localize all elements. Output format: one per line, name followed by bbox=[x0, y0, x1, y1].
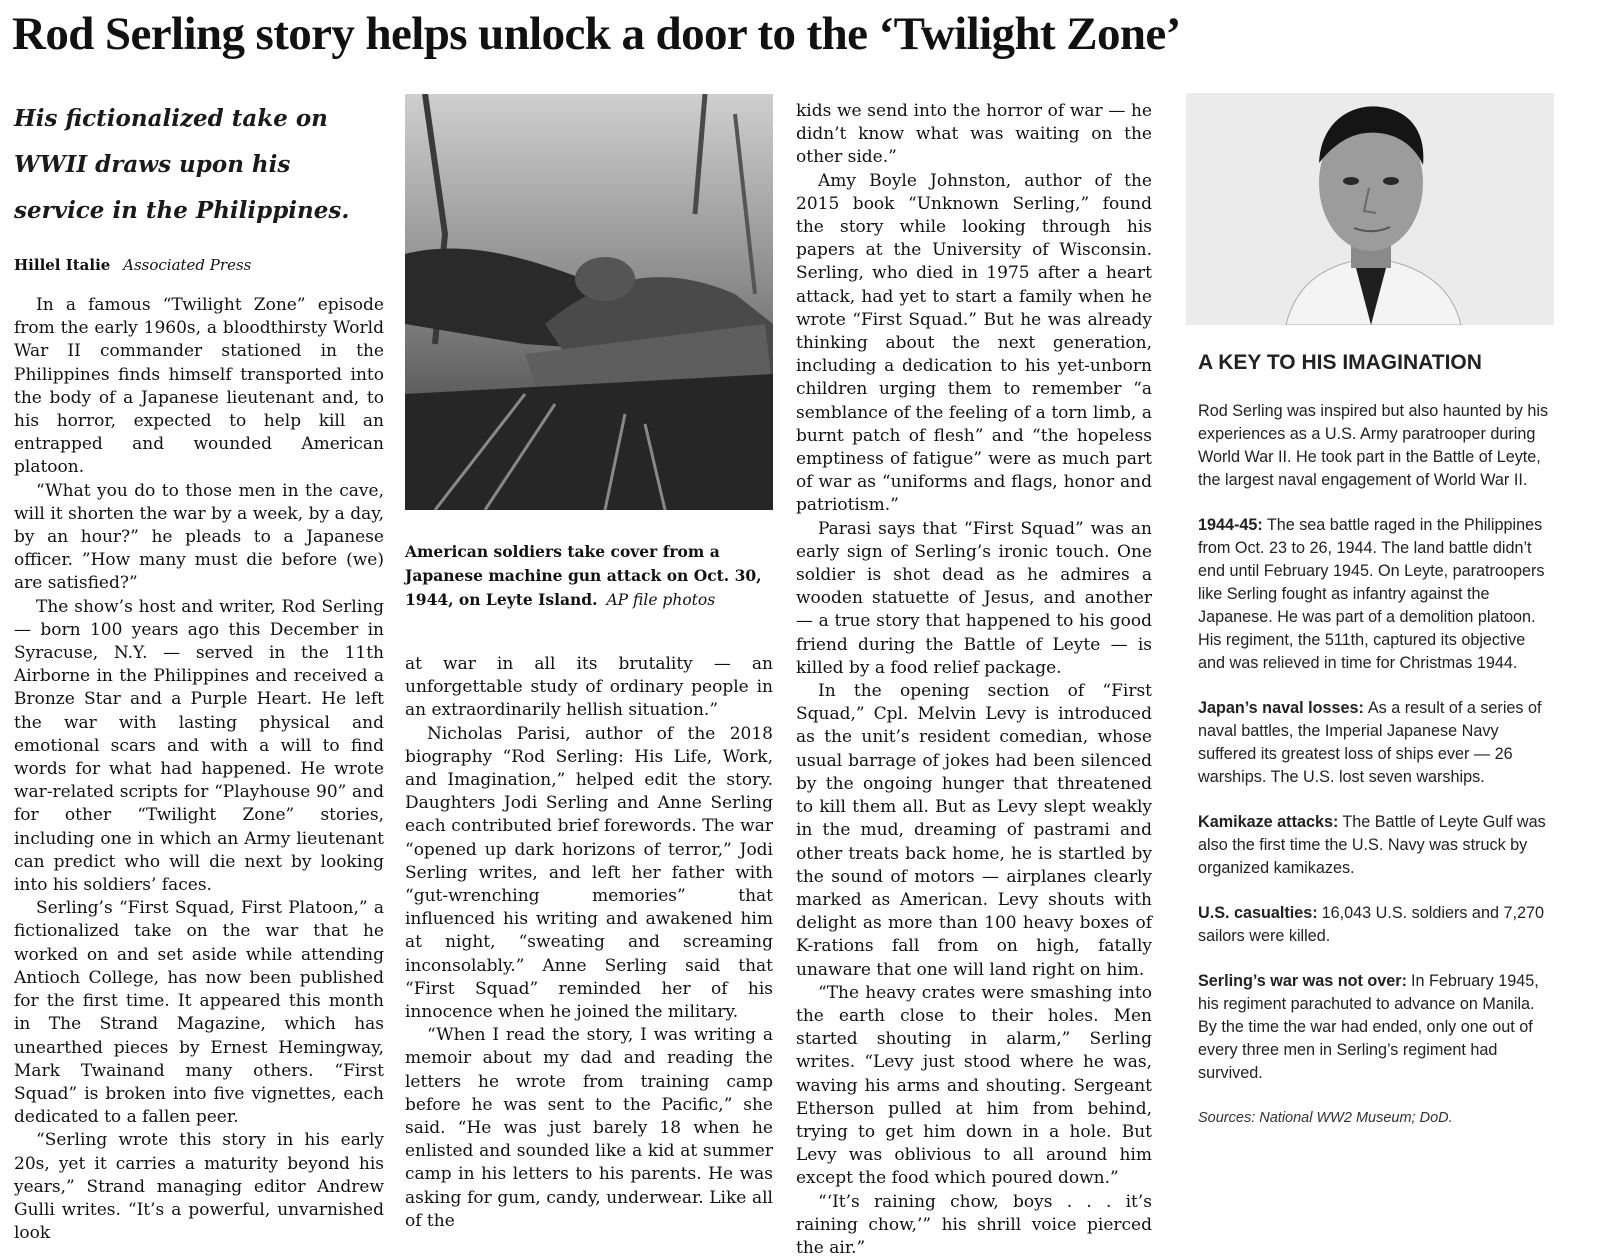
paragraph-continued: at war in all its brutality — an unforgettable study of ordinary people in an extraordinarily hellish situation.” bbox=[405, 654, 773, 721]
story-body-col1 bbox=[14, 294, 384, 1245]
sidebar-fact bbox=[1198, 902, 1553, 948]
deck: His fictionalized take on WWII draws upon his service in the Philippines. bbox=[14, 105, 350, 224]
fact-text: The Battle of Leyte Gulf was also the first time the U.S. Navy was struck by organized kamikazes. bbox=[1198, 813, 1546, 877]
paragraph: “What you do to those men in the cave, will it shorten the war by a week, by a day, by an hour?” he pleads to a Japanese officer. ”How many must die before (we) are satisfied?” bbox=[14, 480, 384, 594]
soldiers-photo-caption bbox=[405, 540, 773, 612]
fact-text: 16,043 U.S. soldiers and 7,270 sailors were killed. bbox=[1198, 904, 1544, 945]
paragraph: In a famous “Twilight Zone” episode from the early 1960s, a bloodthirsty World War II commander stationed in the Philippines finds himself transported into the body of a Japanese lieutenant and, to his horror, expected to help kill an entrapped and wounded American platoon. bbox=[14, 295, 384, 478]
paragraph: Serling’s “First Squad, First Platoon,” a fictionalized take on the war that he worked on and set aside while attending Antioch College, has now been published for the first time. It appeared this month in The Strand Magazine, which has unearthed pieces by Ernest Hemingway, Mark Twainand many others. “First Squad” is broken into five vignettes, each dedicated to a fallen peer. bbox=[14, 898, 384, 1128]
byline-organization: Associated Press bbox=[123, 256, 252, 274]
paragraph: The show’s host and writer, Rod Serling — born 100 years ago this December in Syracuse, N.Y. — served in the 11th Airborne in the Philippines and received a Bronze Star and a Purple Heart. He left the war with lasting physical and emotional scars and with a will to find words for what had happened. He wrote war-related scripts for “Playhouse 90” and for other “Twilight Zone” stories, including one in which an Army lieutenant can predict who will die next by looking into his soldiers’ faces. bbox=[14, 596, 384, 896]
fact-label: Kamikaze attacks: bbox=[1198, 813, 1339, 831]
serling-portrait bbox=[1186, 93, 1554, 325]
sidebar-factbox bbox=[1198, 348, 1553, 1129]
sidebar-intro: Rod Serling was inspired but also haunted by his experiences as a U.S. Army paratrooper during World War II. He took part in the Battle of Leyte, the largest naval engagement of World War II. bbox=[1198, 402, 1549, 489]
story-column-1 bbox=[14, 96, 384, 1245]
paragraph: “Serling wrote this story in his early 20s, yet it carries a maturity beyond his years,” Strand managing editor Andrew Gulli writes. “It’s a powerful, unvarnished look bbox=[14, 1130, 384, 1244]
fact-label: Japan’s naval losses: bbox=[1198, 699, 1364, 717]
paragraph: “‘It’s raining chow, boys . . . it’s raining chow,’” his shrill voice pierced the air.” bbox=[796, 1191, 1152, 1258]
fact-label: Serling’s war was not over: bbox=[1198, 972, 1407, 990]
paragraph-continued: kids we send into the horror of war — he didn’t know what was waiting on the other side.” bbox=[796, 101, 1152, 168]
story-column-2 bbox=[405, 653, 773, 1233]
fact-label: U.S. casualties: bbox=[1198, 904, 1318, 922]
paragraph: In the opening section of “First Squad,” Cpl. Melvin Levy is introduced as the unit’s resident comedian, whose usual barrage of jokes had been silenced by the ongoing hunger that threatened to kill them all. But as Levy slept weakly in the mud, dreaming of pastrami and other treats back home, he is startled by the sound of motors — airplanes clearly marked as American. Levy shouts with delight as more than 100 heavy boxes of K-rations fall from on high, fatally unaware that one will land right on him. bbox=[796, 681, 1152, 980]
soldiers-photo-image bbox=[405, 94, 773, 510]
headline: Rod Serling story helps unlock a door to the ‘Twilight Zone’ bbox=[12, 8, 1181, 60]
soldiers-photo bbox=[405, 94, 773, 510]
fact-label: 1944-45: bbox=[1198, 516, 1263, 534]
sidebar-fact bbox=[1198, 514, 1553, 675]
paragraph: “When I read the story, I was writing a memoir about my dad and reading the letters he wrote from training camp before he was sent to the Pacific,” she said. “He was just barely 18 when he enlisted and sounded like a kid at summer camp in his letters to his parents. He was asking for gum, candy, underwear. Like all of the bbox=[405, 1025, 773, 1231]
sidebar-title: A KEY TO HIS IMAGINATION bbox=[1198, 351, 1482, 374]
sidebar-fact bbox=[1198, 697, 1553, 789]
serling-portrait-image bbox=[1186, 93, 1554, 325]
caption-text: American soldiers take cover from a Japanese machine gun attack on Oct. 30, 1944, on Leyte Island. bbox=[405, 542, 762, 609]
byline-author: Hillel Italie bbox=[14, 256, 111, 274]
paragraph: Nicholas Parisi, author of the 2018 biography “Rod Serling: His Life, Work, and Imagination,” helped edit the story. Daughters Jodi Serling and Anne Serling each contributed brief forewords. The war “opened up dark horizons of terror,” Jodi Serling writes, and left her father with “gut-wrenching memories” that influenced his writing and awakened him at night, “sweating and screaming inconsolably.” Anne Serling said that “First Squad” reminded her of his innocence when he joined the military. bbox=[405, 723, 773, 1023]
sidebar-fact bbox=[1198, 970, 1553, 1085]
photo-credit: AP file photos bbox=[606, 591, 716, 609]
story-column-3 bbox=[796, 100, 1152, 1260]
fact-text: In February 1945, his regiment parachuted to advance on Manila. By the time the war had ended, only one out of every three men in Serling’s regiment had survived. bbox=[1198, 972, 1539, 1082]
paragraph: Parasi says that “First Squad” was an early sign of Serling’s ironic touch. One soldier is shot dead as he admires a wooden statuette of Jesus, and another — a true story that happened to his good friend during the Battle of Leyte — is killed by a food relief package. bbox=[796, 518, 1152, 678]
sidebar-fact bbox=[1198, 811, 1553, 880]
paragraph: “The heavy crates were smashing into the earth close to their holes. Men started shouting in alarm,” Serling writes. “Levy just stood where he was, waving his arms and shouting. Sergeant Etherson pulled at him from behind, trying to get him down in a hole. But Levy was oblivious to all around him except the food which poured down.” bbox=[796, 982, 1152, 1189]
byline bbox=[14, 254, 384, 276]
paragraph: Amy Boyle Johnston, author of the 2015 book “Unknown Serling,” found the story while looking through his papers at the University of Wisconsin. Serling, who died in 1975 after a heart attack, had yet to start a family when he wrote “First Squad.” But he was already thinking about the next generation, including a dedication to his yet-unborn children urging them to remember “a semblance of the feeling of a torn limb, a burnt patch of flesh” and “the hopeless emptiness of fatigue” were as much part of war as “uniforms and flags, honor and patriotism.” bbox=[796, 170, 1152, 516]
sidebar-sources: Sources: National WW2 Museum; DoD. bbox=[1198, 1110, 1453, 1126]
fact-text: As a result of a series of naval battles, the Imperial Japanese Navy suffered its greatest loss of ships ever — 26 warships. The U.S. lost seven warships. bbox=[1198, 699, 1542, 786]
fact-text: The sea battle raged in the Philippines from Oct. 23 to 26, 1944. The land battle didn’t end until February 1945. On Leyte, paratroopers like Serling fought as infantry against the Japanese. He was part of a demolition platoon. His regiment, the 511th, captured its objective and was relieved in time for Christmas 1944. bbox=[1198, 516, 1545, 672]
